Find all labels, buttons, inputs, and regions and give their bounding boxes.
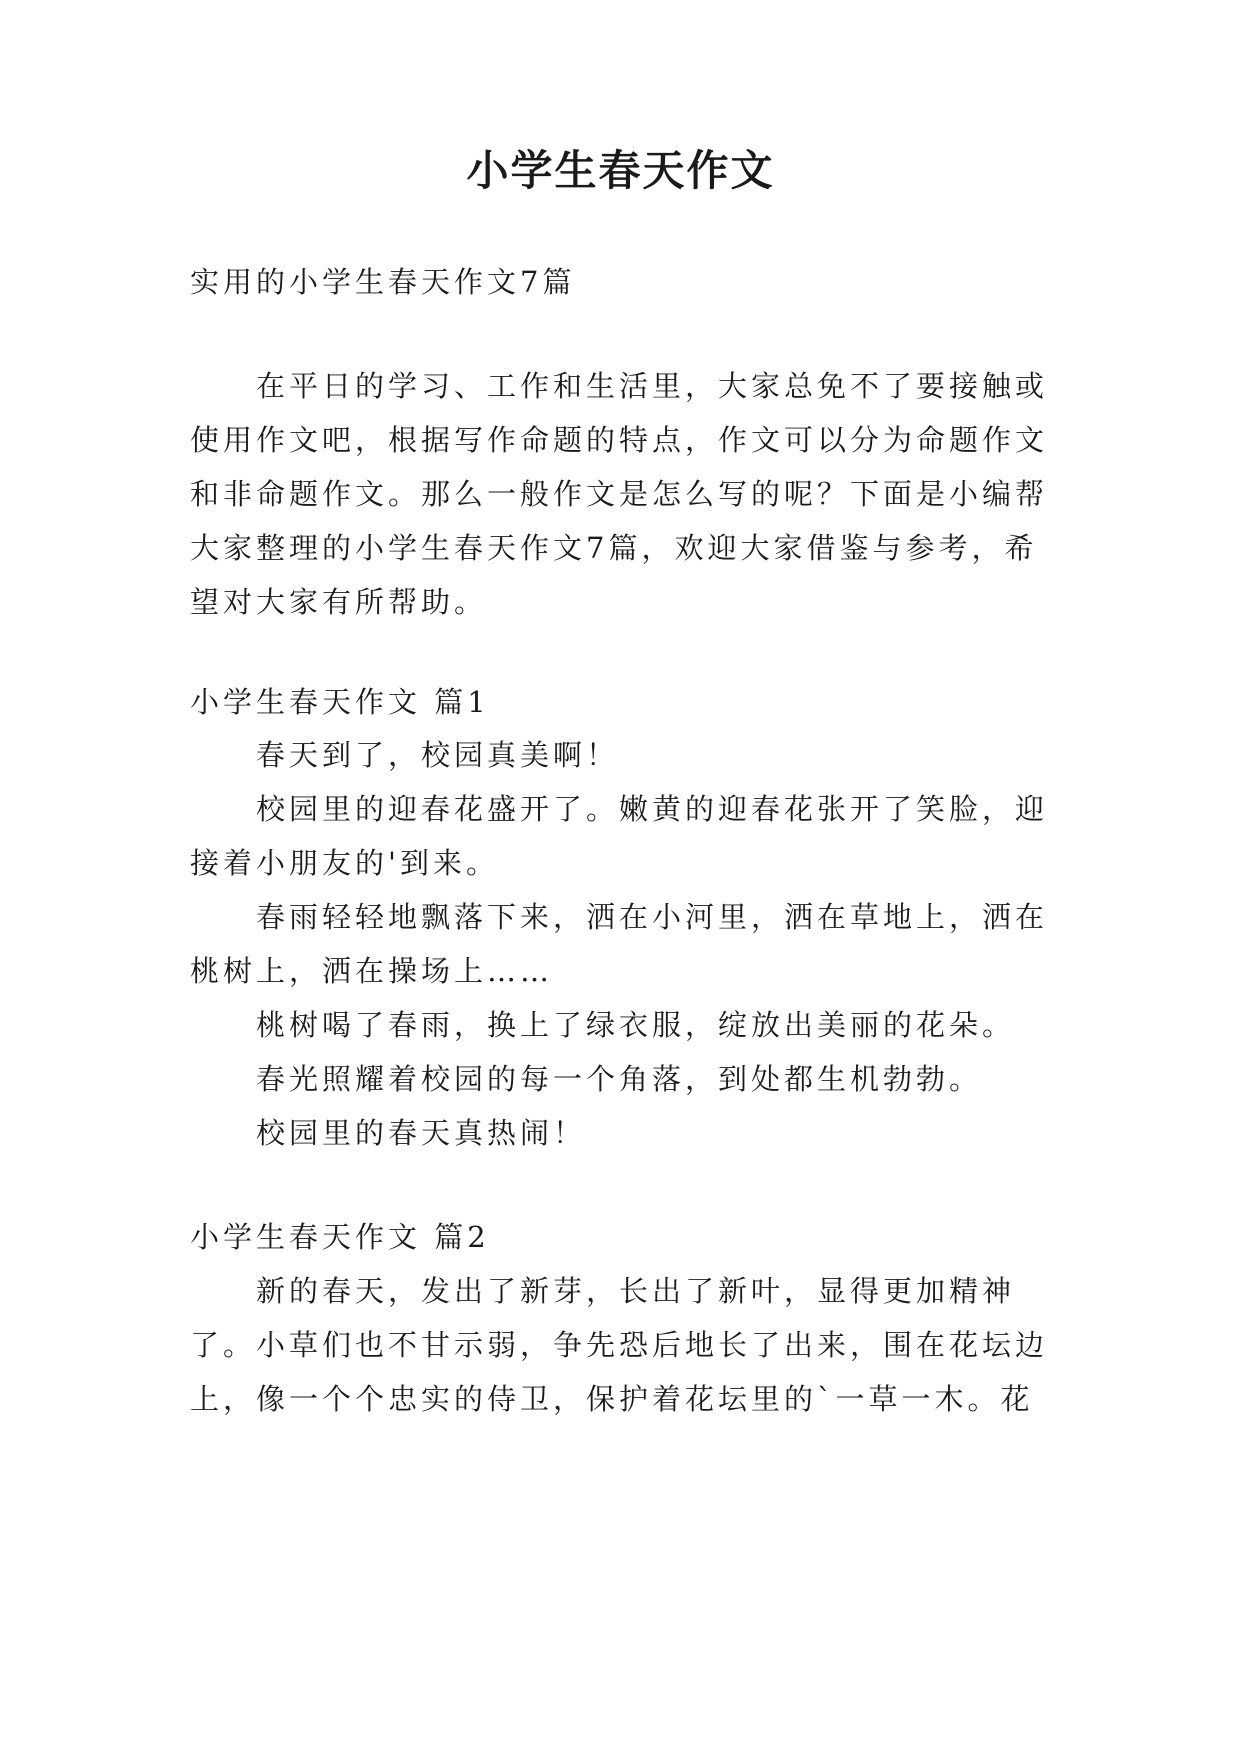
intro-line: 和非命题作文。那么一般作文是怎么写的呢？下面是小编帮 (190, 477, 1049, 511)
paragraph-line: 春雨轻轻地飘落下来，洒在小河里，洒在草地上，洒在 (256, 900, 1049, 934)
intro-line: 在平日的学习、工作和生活里，大家总免不了要接触或 (256, 369, 1049, 403)
intro-line: 使用作文吧，根据写作命题的特点，作文可以分为命题作文 (190, 423, 1049, 457)
paragraph-line: 春天到了，校园真美啊！ (256, 738, 620, 772)
paragraph-line: 春光照耀着校园的每一个角落，到处都生机勃勃。 (256, 1062, 983, 1096)
paragraph-line: 校园里的迎春花盛开了。嫩黄的迎春花张开了笑脸，迎 (256, 792, 1049, 826)
document-title: 小学生春天作文 (466, 146, 775, 195)
intro-line: 大家整理的小学生春天作文7篇，欢迎大家借鉴与参考，希 (190, 531, 1038, 565)
paragraph-line: 桃树上，洒在操场上…… (190, 954, 554, 988)
paragraph-line: 了。小草们也不甘示弱，争先恐后地长了出来，围在花坛边 (190, 1328, 1049, 1362)
document-subtitle: 实用的小学生春天作文7篇 (190, 265, 576, 299)
paragraph-line: 校园里的春天真热闹！ (256, 1116, 587, 1150)
section-heading: 小学生春天作文 篇1 (190, 685, 490, 719)
section-heading: 小学生春天作文 篇2 (190, 1220, 490, 1254)
paragraph-line: 新的春天，发出了新芽，长出了新叶，显得更加精神 (256, 1274, 1016, 1308)
paragraph-line: 接着小朋友的'到来。 (190, 846, 499, 880)
intro-line: 望对大家有所帮助。 (190, 585, 488, 619)
paragraph-line: 桃树喝了春雨，换上了绿衣服，绽放出美丽的花朵。 (256, 1008, 1016, 1042)
paragraph-line: 上，像一个个忠实的侍卫，保护着花坛里的`一草一木。花 (190, 1382, 1034, 1416)
